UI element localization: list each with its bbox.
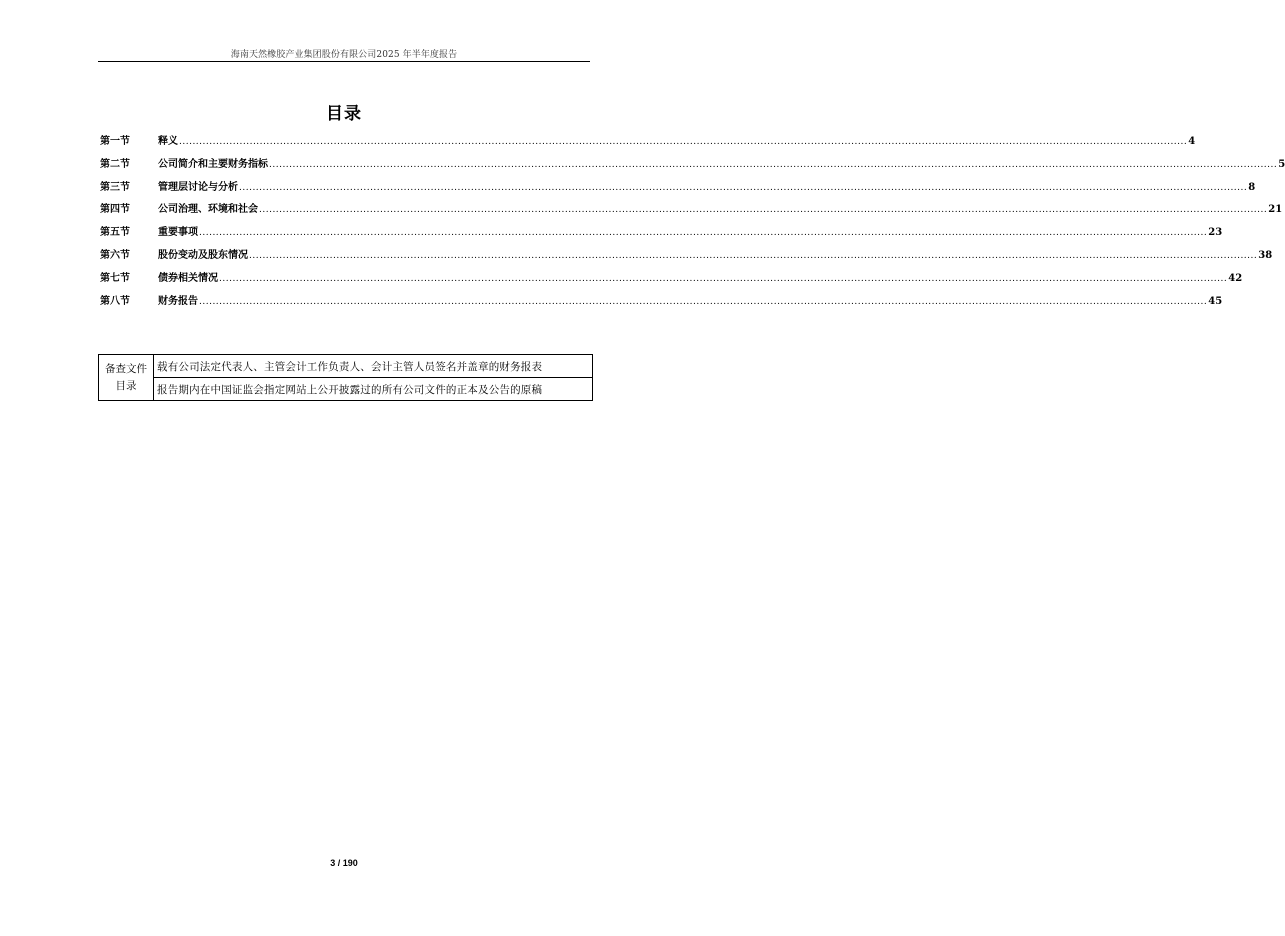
toc-leader-dots: ............................................................................................................................................................................................................................................................................................................ (179, 137, 1188, 147)
toc-page-number: 5 (1278, 158, 1285, 170)
toc-section-name: 公司简介和主要财务指标 (158, 158, 268, 170)
toc-entry-1[interactable] (100, 132, 1196, 155)
reference-documents-table (98, 354, 593, 401)
toc-section-number: 第三节 (100, 181, 130, 193)
reference-row (99, 355, 593, 378)
toc-section-name: 财务报告 (158, 295, 198, 307)
header-divider (98, 61, 590, 62)
running-header: 海南天然橡胶产业集团股份有限公司2025 年半年度报告 (230, 50, 458, 60)
toc-section-name: 释义 (158, 136, 178, 147)
toc-leader-dots: ............................................................................................................................................................................................................................................................................................................ (249, 250, 1258, 261)
toc-section-name: 重要事项 (158, 227, 198, 239)
toc-leader-dots: ............................................................................................................................................................................................................................................................................................................ (199, 228, 1208, 239)
toc-leader-dots: ............................................................................................................................................................................................................................................................................................................ (239, 182, 1248, 193)
toc-page-number: 4 (1188, 136, 1196, 147)
toc-section-name: 管理层讨论与分析 (158, 181, 238, 193)
page-number-footer: 3 / 190 (330, 858, 358, 868)
toc-leader-dots: ............................................................................................................................................................................................................................................................................................................ (199, 296, 1208, 307)
reference-item: 载有公司法定代表人、主管会计工作负责人、会计主管人员签名并盖章的财务报表 (154, 355, 593, 378)
toc-leader-dots: ............................................................................................................................................................................................................................................................................................................ (219, 273, 1228, 284)
toc-page-number: 42 (1228, 272, 1243, 284)
toc-page-number: 45 (1208, 295, 1223, 307)
toc-section-name: 债券相关情况 (158, 272, 218, 284)
reference-label-cell (99, 355, 154, 401)
toc-leader-dots: ............................................................................................................................................................................................................................................................................................................ (259, 205, 1268, 216)
toc-section-number: 第四节 (100, 204, 130, 216)
reference-label-line: 备查文件 (105, 362, 147, 375)
toc-entry-3[interactable] (100, 178, 1256, 201)
toc-page-number: 38 (1258, 249, 1273, 261)
toc-entry-7[interactable] (100, 269, 1243, 292)
toc-section-number: 第六节 (100, 249, 130, 261)
toc-entry-4[interactable] (100, 200, 1283, 223)
toc-section-number: 第二节 (100, 158, 130, 170)
toc-page-number: 23 (1208, 227, 1223, 239)
toc-section-number: 第七节 (100, 272, 130, 284)
reference-item: 报告期内在中国证监会指定网站上公开披露过的所有公司文件的正本及公告的原稿 (154, 378, 593, 401)
table-of-contents (100, 132, 1285, 314)
toc-page-number: 21 (1268, 204, 1283, 216)
toc-section-number: 第八节 (100, 295, 130, 307)
toc-leader-dots: ............................................................................................................................................................................................................................................................................................................ (269, 159, 1278, 170)
toc-section-number: 第一节 (100, 136, 130, 147)
reference-label-line: 目录 (115, 379, 137, 392)
toc-section-name: 股份变动及股东情况 (158, 249, 248, 261)
toc-section-name: 公司治理、环境和社会 (158, 204, 258, 216)
toc-title: 目录 (326, 104, 362, 124)
toc-section-number: 第五节 (100, 227, 130, 239)
toc-entry-8[interactable] (100, 292, 1223, 315)
toc-page-number: 8 (1248, 181, 1256, 193)
toc-entry-6[interactable] (100, 246, 1273, 269)
toc-entry-2[interactable] (100, 155, 1285, 178)
reference-row (99, 378, 593, 401)
toc-entry-5[interactable] (100, 223, 1223, 246)
